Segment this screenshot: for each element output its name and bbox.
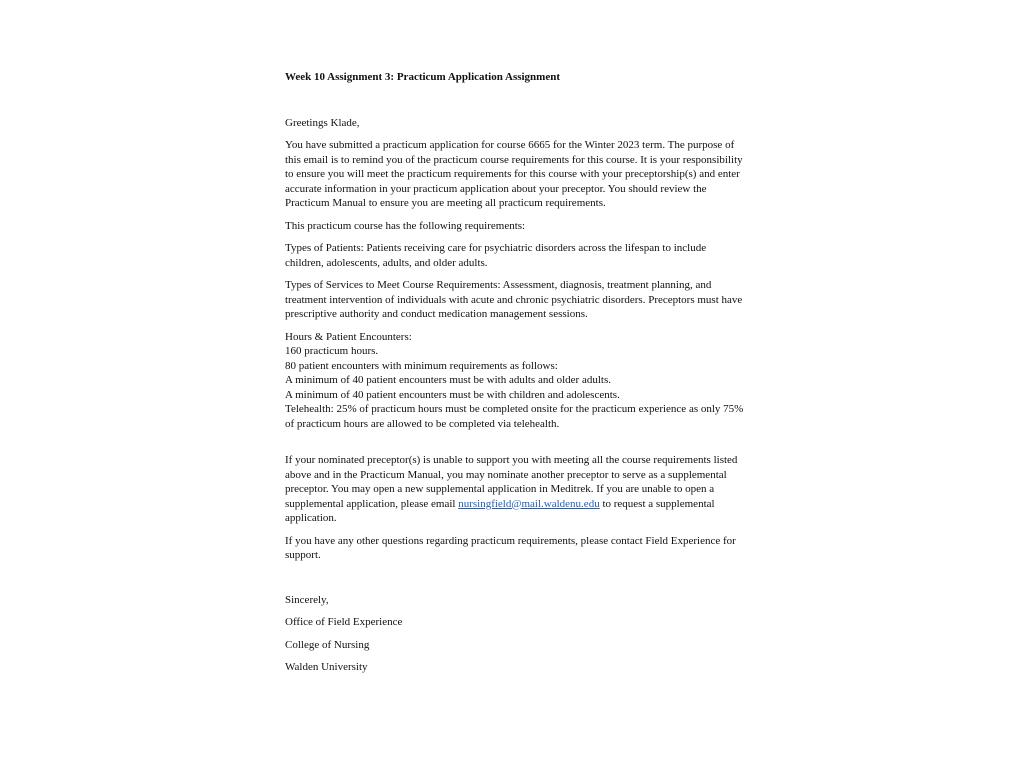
hours-heading: Hours & Patient Encounters: [285, 330, 412, 343]
supplemental-paragraph [285, 453, 745, 526]
signature-line: Walden University [285, 661, 368, 673]
hours-line: 80 patient encounters with minimum requirements as follows: [285, 359, 558, 372]
questions-paragraph: If you have any other questions regarding practicum requirements, please contact Field Experience for support. [285, 534, 736, 561]
document-title: Week 10 Assignment 3: Practicum Application Assignment [285, 71, 561, 83]
hours-line: A minimum of 40 patient encounters must be with children and adolescents. [285, 388, 620, 401]
patients-paragraph: Types of Patients: Patients receiving care for psychiatric disorders across the lifespan to include children, adolescents, adults, and older adults. [285, 242, 707, 269]
signature-line: Office of Field Experience [285, 616, 403, 628]
hours-section [285, 330, 745, 432]
greeting: Greetings Klade, [285, 116, 360, 129]
requirements-intro: This practicum course has the following requirements: [285, 219, 526, 232]
email-link[interactable]: nursingfield@mail.waldenu.edu [458, 497, 600, 510]
hours-line: 160 practicum hours. [285, 345, 379, 357]
document-page [285, 68, 745, 675]
closing: Sincerely, [285, 593, 329, 606]
intro-paragraph: You have submitted a practicum application for course 6665 for the Winter 2023 term. The purpose of this email is to remind you of the practicum course requirements for this course. It is your responsibility to ensure you will meet the practicum requirements for this course with your preceptorship(s) and enter accurate information in your practicum application about your preceptor. You should review the Practicum Manual to ensure you are meeting all practicum requirements. [285, 139, 743, 209]
signature-line: College of Nursing [285, 638, 370, 651]
supplemental-text-before: If your nominated preceptor(s) is unable to support you with meeting all the course requirements listed above and in the Practicum Manual, you may nominate another preceptor to serve as a supplemental preceptor. You may open a new supplemental application in Meditrek. If you are unable to open a supplemental application, please email [285, 454, 738, 510]
hours-line: Telehealth: 25% of practicum hours must be completed onsite for the practicum experience as only 75% of practicum hours are allowed to be completed via telehealth. [285, 403, 744, 430]
hours-line: A minimum of 40 patient encounters must be with adults and older adults. [285, 374, 611, 386]
supplemental-text-after: to request a supplemental application. [285, 497, 715, 524]
services-paragraph: Types of Services to Meet Course Requirements: Assessment, diagnosis, treatment planning, and treatment intervention of individuals with acute and chronic psychiatric disorders. Preceptors must have prescriptive authority and conduct medication management sessions. [285, 279, 743, 320]
